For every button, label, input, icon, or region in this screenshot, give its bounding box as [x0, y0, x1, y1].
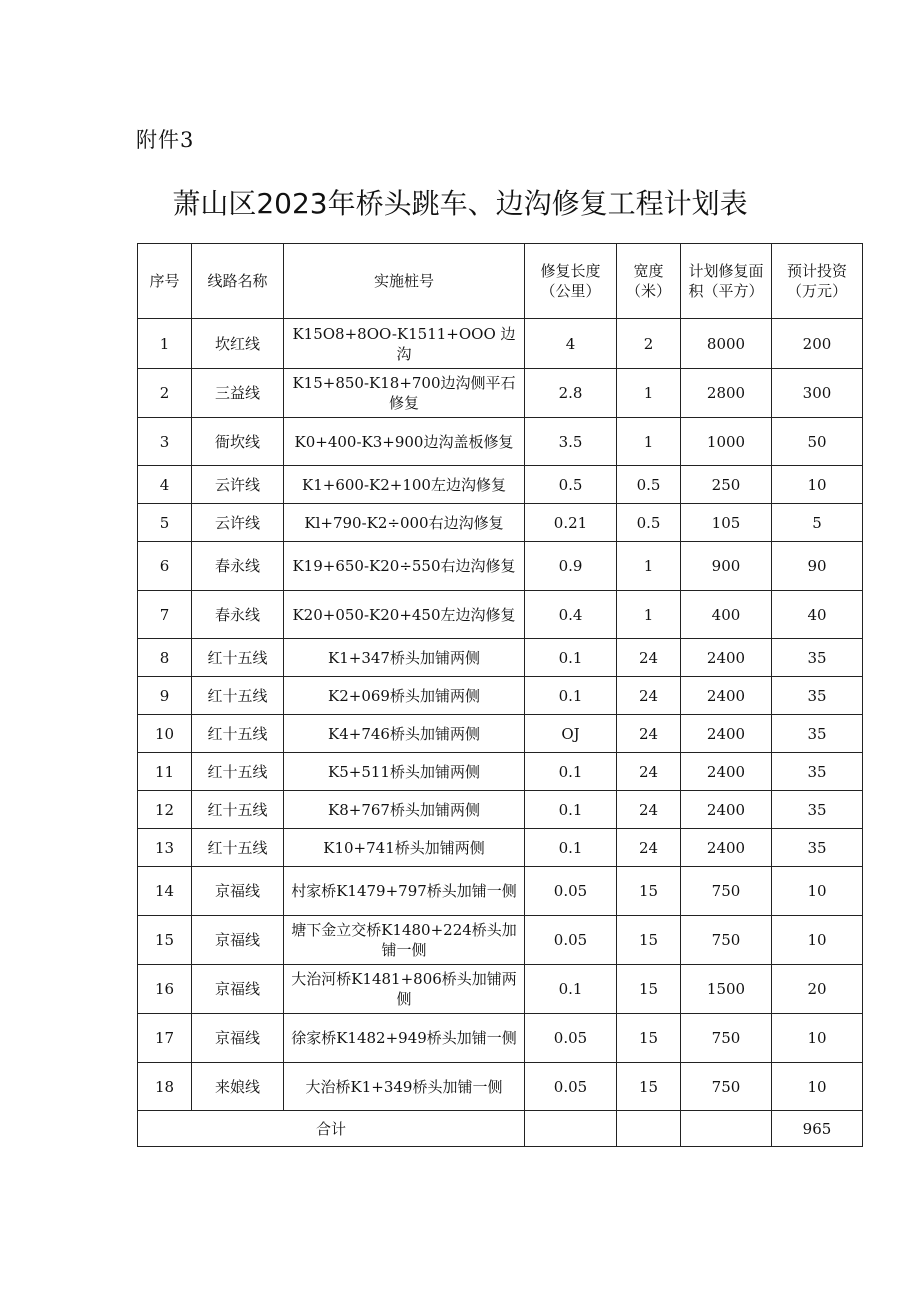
cell-no: 15 — [138, 916, 192, 965]
cell-no: 16 — [138, 965, 192, 1014]
table-row — [138, 542, 863, 591]
cell-area: 2400 — [681, 829, 772, 867]
cell-stake: K1+600-K2+100左边沟修复 — [284, 466, 525, 504]
cell-stake: K2+069桥头加铺两侧 — [284, 677, 525, 715]
cell-area: 105 — [681, 504, 772, 542]
cell-length: 0.1 — [525, 791, 617, 829]
cell-invest: 35 — [772, 791, 863, 829]
cell-line: 红十五线 — [192, 791, 284, 829]
table-row — [138, 791, 863, 829]
cell-stake: 塘下金立交桥K1480+224桥头加铺一侧 — [284, 916, 525, 965]
cell-line: 红十五线 — [192, 677, 284, 715]
cell-no: 14 — [138, 867, 192, 916]
table-row — [138, 916, 863, 965]
cell-length: 0.1 — [525, 677, 617, 715]
table-row — [138, 319, 863, 369]
cell-area: 2400 — [681, 677, 772, 715]
cell-line: 京福线 — [192, 867, 284, 916]
table-row — [138, 504, 863, 542]
cell-no: 2 — [138, 369, 192, 418]
cell-invest: 10 — [772, 916, 863, 965]
cell-no: 6 — [138, 542, 192, 591]
cell-invest: 35 — [772, 639, 863, 677]
cell-area: 2400 — [681, 753, 772, 791]
header-no: 序号 — [138, 244, 192, 319]
total-area — [681, 1111, 772, 1147]
cell-invest: 50 — [772, 418, 863, 466]
header-invest: 预计投资（万元） — [772, 244, 863, 319]
table-row — [138, 1014, 863, 1063]
cell-line: 京福线 — [192, 965, 284, 1014]
attachment-label: 附件3 — [136, 128, 195, 152]
table-row — [138, 639, 863, 677]
cell-length: 4 — [525, 319, 617, 369]
table-row — [138, 867, 863, 916]
cell-stake: K10+741桥头加铺两侧 — [284, 829, 525, 867]
total-label: 合计 — [138, 1111, 525, 1147]
cell-no: 4 — [138, 466, 192, 504]
cell-invest: 35 — [772, 753, 863, 791]
cell-invest: 35 — [772, 829, 863, 867]
cell-width: 1 — [617, 418, 681, 466]
cell-width: 24 — [617, 829, 681, 867]
cell-stake: 大治河桥K1481+806桥头加铺两侧 — [284, 965, 525, 1014]
cell-no: 10 — [138, 715, 192, 753]
cell-stake: K15O8+8OO-K1511+OOO 边沟 — [284, 319, 525, 369]
cell-stake: K4+746桥头加铺两侧 — [284, 715, 525, 753]
cell-invest: 300 — [772, 369, 863, 418]
cell-length: 0.1 — [525, 829, 617, 867]
cell-no: 1 — [138, 319, 192, 369]
cell-line: 红十五线 — [192, 829, 284, 867]
cell-width: 1 — [617, 591, 681, 639]
cell-width: 15 — [617, 965, 681, 1014]
total-width — [617, 1111, 681, 1147]
cell-stake: Kl+790-K2÷000右边沟修复 — [284, 504, 525, 542]
page-title: 萧山区2023年桥头跳车、边沟修复工程计划表 — [172, 187, 748, 220]
table-row — [138, 677, 863, 715]
cell-length: 0.21 — [525, 504, 617, 542]
table-row — [138, 965, 863, 1014]
cell-stake: K0+400-K3+900边沟盖板修复 — [284, 418, 525, 466]
cell-invest: 10 — [772, 1014, 863, 1063]
cell-length: 0.05 — [525, 1014, 617, 1063]
table-row — [138, 1063, 863, 1111]
cell-length: OJ — [525, 715, 617, 753]
cell-area: 1500 — [681, 965, 772, 1014]
header-line: 线路名称 — [192, 244, 284, 319]
cell-length: 0.1 — [525, 965, 617, 1014]
cell-width: 2 — [617, 319, 681, 369]
cell-stake: K5+511桥头加铺两侧 — [284, 753, 525, 791]
cell-no: 3 — [138, 418, 192, 466]
cell-width: 24 — [617, 753, 681, 791]
cell-invest: 20 — [772, 965, 863, 1014]
cell-width: 24 — [617, 677, 681, 715]
cell-stake: 村家桥K1479+797桥头加铺一侧 — [284, 867, 525, 916]
cell-line: 衙坎线 — [192, 418, 284, 466]
cell-no: 5 — [138, 504, 192, 542]
cell-stake: K15+850-K18+700边沟侧平石修复 — [284, 369, 525, 418]
cell-invest: 35 — [772, 677, 863, 715]
cell-invest: 35 — [772, 715, 863, 753]
cell-area: 900 — [681, 542, 772, 591]
cell-width: 15 — [617, 867, 681, 916]
cell-length: 2.8 — [525, 369, 617, 418]
cell-line: 红十五线 — [192, 639, 284, 677]
cell-line: 春永线 — [192, 591, 284, 639]
cell-length: 0.1 — [525, 753, 617, 791]
cell-area: 250 — [681, 466, 772, 504]
cell-stake: K20+050-K20+450左边沟修复 — [284, 591, 525, 639]
cell-no: 11 — [138, 753, 192, 791]
cell-width: 24 — [617, 791, 681, 829]
cell-stake: K8+767桥头加铺两侧 — [284, 791, 525, 829]
cell-length: 0.05 — [525, 1063, 617, 1111]
total-invest: 965 — [772, 1111, 863, 1147]
cell-area: 2400 — [681, 639, 772, 677]
cell-invest: 10 — [772, 1063, 863, 1111]
cell-width: 24 — [617, 639, 681, 677]
header-length: 修复长度（公里） — [525, 244, 617, 319]
cell-width: 15 — [617, 1063, 681, 1111]
cell-area: 400 — [681, 591, 772, 639]
cell-line: 云许线 — [192, 466, 284, 504]
cell-line: 京福线 — [192, 916, 284, 965]
cell-invest: 90 — [772, 542, 863, 591]
table-row — [138, 418, 863, 466]
plan-table — [137, 243, 863, 1147]
table-row — [138, 753, 863, 791]
cell-area: 750 — [681, 1014, 772, 1063]
cell-line: 来娘线 — [192, 1063, 284, 1111]
cell-length: 0.4 — [525, 591, 617, 639]
table-row — [138, 715, 863, 753]
cell-stake: K1+347桥头加铺两侧 — [284, 639, 525, 677]
cell-area: 750 — [681, 867, 772, 916]
cell-area: 2400 — [681, 715, 772, 753]
table-row — [138, 369, 863, 418]
table-row — [138, 466, 863, 504]
header-stake: 实施桩号 — [284, 244, 525, 319]
cell-no: 9 — [138, 677, 192, 715]
cell-width: 1 — [617, 369, 681, 418]
cell-no: 13 — [138, 829, 192, 867]
cell-area: 8000 — [681, 319, 772, 369]
table-row — [138, 829, 863, 867]
cell-line: 云许线 — [192, 504, 284, 542]
cell-length: 0.1 — [525, 639, 617, 677]
cell-width: 0.5 — [617, 466, 681, 504]
cell-invest: 40 — [772, 591, 863, 639]
cell-area: 2400 — [681, 791, 772, 829]
cell-area: 1000 — [681, 418, 772, 466]
cell-no: 7 — [138, 591, 192, 639]
cell-line: 春永线 — [192, 542, 284, 591]
cell-no: 17 — [138, 1014, 192, 1063]
cell-width: 15 — [617, 1014, 681, 1063]
cell-no: 8 — [138, 639, 192, 677]
cell-length: 3.5 — [525, 418, 617, 466]
cell-stake: 徐家桥K1482+949桥头加铺一侧 — [284, 1014, 525, 1063]
total-row — [138, 1111, 863, 1147]
cell-width: 1 — [617, 542, 681, 591]
cell-line: 坎红线 — [192, 319, 284, 369]
cell-length: 0.9 — [525, 542, 617, 591]
cell-width: 15 — [617, 916, 681, 965]
table-header-row — [138, 244, 863, 319]
header-area: 计划修复面积（平方） — [681, 244, 772, 319]
cell-length: 0.05 — [525, 867, 617, 916]
cell-line: 京福线 — [192, 1014, 284, 1063]
cell-invest: 200 — [772, 319, 863, 369]
cell-line: 三益线 — [192, 369, 284, 418]
cell-width: 0.5 — [617, 504, 681, 542]
cell-length: 0.05 — [525, 916, 617, 965]
cell-area: 750 — [681, 916, 772, 965]
cell-no: 18 — [138, 1063, 192, 1111]
cell-line: 红十五线 — [192, 715, 284, 753]
header-width: 宽度（米） — [617, 244, 681, 319]
cell-no: 12 — [138, 791, 192, 829]
cell-invest: 10 — [772, 466, 863, 504]
cell-line: 红十五线 — [192, 753, 284, 791]
cell-area: 750 — [681, 1063, 772, 1111]
total-length — [525, 1111, 617, 1147]
cell-stake: K19+650-K20÷550右边沟修复 — [284, 542, 525, 591]
cell-area: 2800 — [681, 369, 772, 418]
table-row — [138, 591, 863, 639]
cell-invest: 5 — [772, 504, 863, 542]
cell-width: 24 — [617, 715, 681, 753]
cell-stake: 大治桥K1+349桥头加铺一侧 — [284, 1063, 525, 1111]
cell-length: 0.5 — [525, 466, 617, 504]
cell-invest: 10 — [772, 867, 863, 916]
